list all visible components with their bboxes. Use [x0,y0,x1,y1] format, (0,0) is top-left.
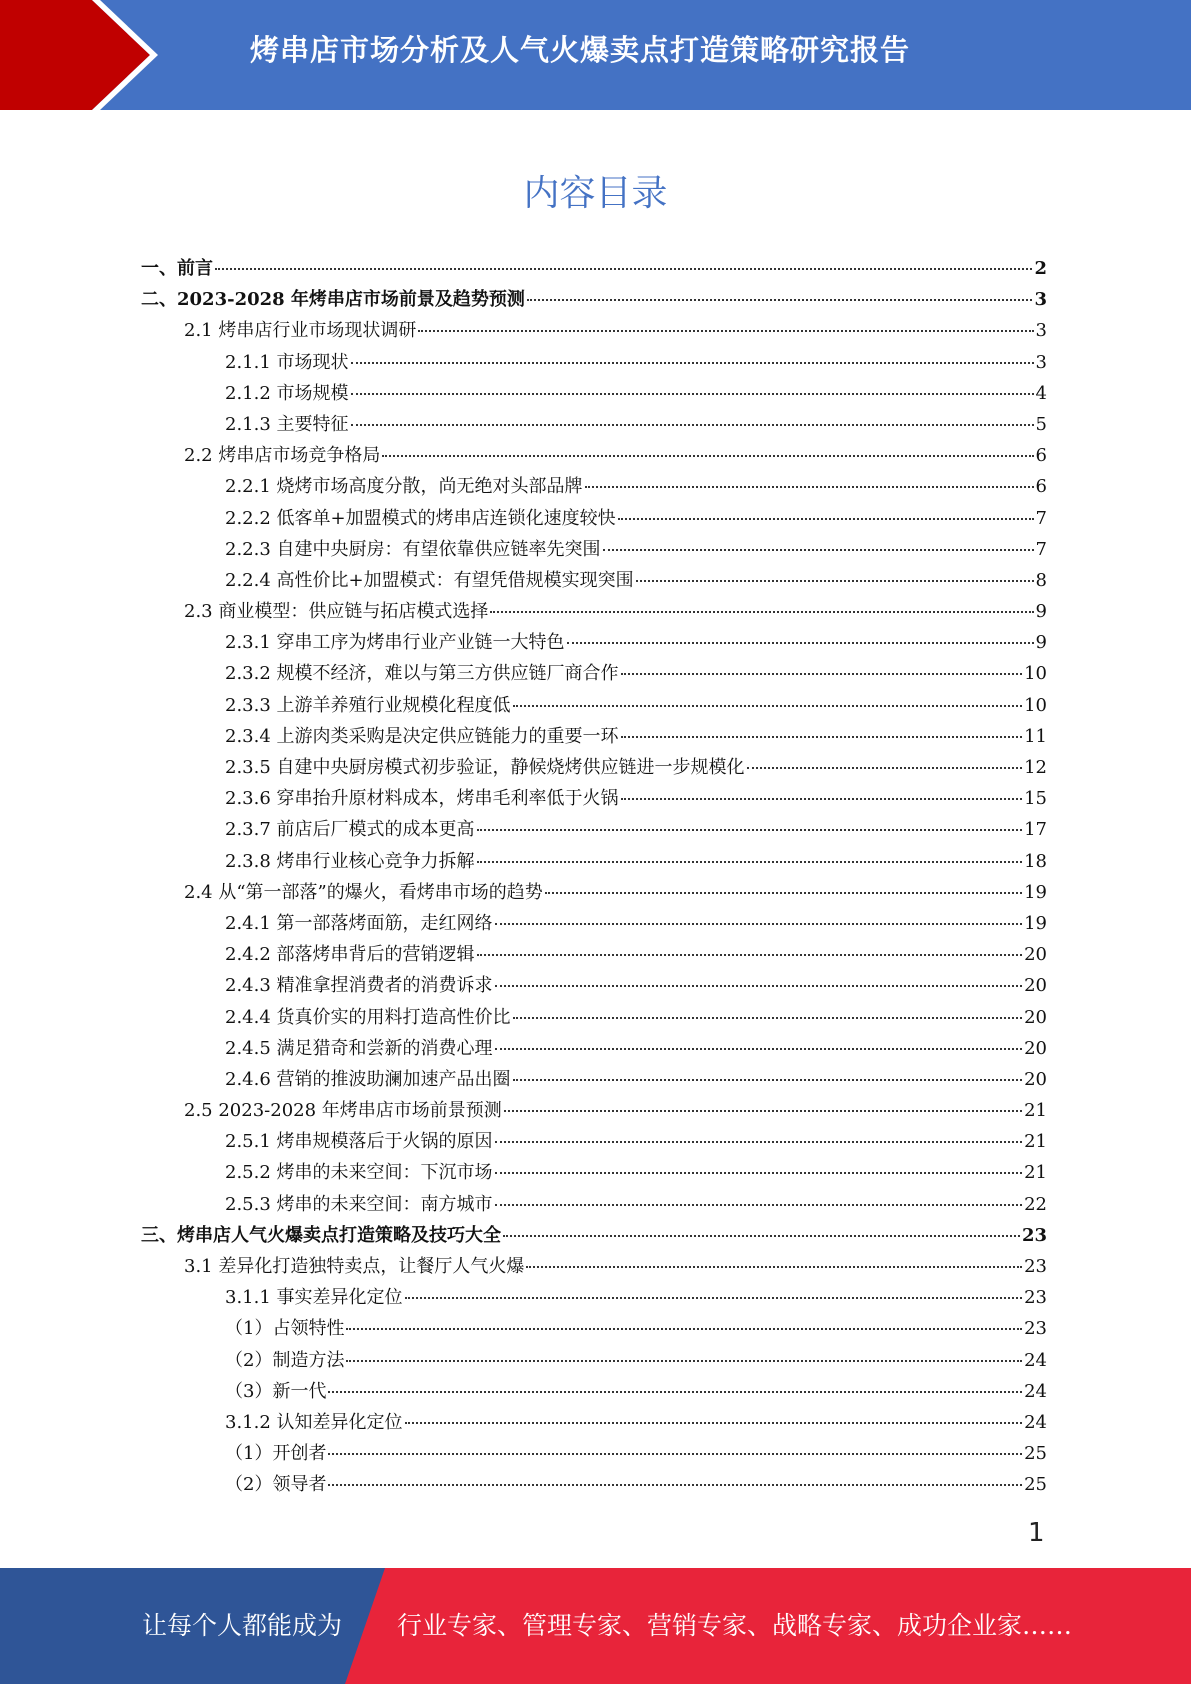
toc-entry[interactable] [141,504,1047,535]
toc-entry-label: 2.4.6 营销的推波助澜加速产品出圈 [225,1068,511,1090]
toc-dot-leader [495,985,1023,987]
toc-entry-page: 15 [1024,788,1047,810]
toc-entry-page: 23 [1024,1318,1047,1340]
toc-entry[interactable] [141,254,1047,285]
toc-entry-label: 2.1.2 市场规模 [225,382,349,404]
toc-dot-leader [495,1204,1023,1206]
toc-entry[interactable] [141,1096,1047,1127]
toc-entry[interactable] [141,753,1047,784]
toc-dot-leader [328,1391,1022,1393]
toc-dot-leader [351,393,1034,395]
toc-entry-label: 2.5.3 烤串的未来空间：南方城市 [225,1193,493,1215]
toc-dot-leader [495,1048,1023,1050]
toc-entry-page: 25 [1024,1443,1047,1465]
toc-dot-leader [526,1266,1022,1268]
toc-entry[interactable] [141,1408,1047,1439]
toc-entry-page: 3 [1035,320,1047,342]
toc-entry[interactable] [141,1470,1047,1501]
toc-dot-leader [346,1328,1022,1330]
toc-entry-page: 11 [1024,725,1047,747]
toc-entry[interactable] [141,940,1047,971]
toc-entry-label: 三、烤串店人气火爆卖点打造策略及技巧大全 [141,1224,501,1246]
toc-entry-page: 20 [1024,1006,1047,1028]
toc-dot-leader [603,549,1034,551]
toc-entry[interactable] [141,1221,1047,1252]
footer-slogan-left: 让每个人都能成为 [142,1611,343,1640]
footer-slogan-right: 行业专家、管理专家、营销专家、战略专家、成功企业家…… [397,1611,1073,1640]
toc-heading: 内容目录 [523,173,668,214]
report-title: 烤串店市场分析及人气火爆卖点打造策略研究报告 [250,33,911,67]
toc-entry-label: （1）占领特性 [225,1318,345,1340]
toc-entry-page: 6 [1035,445,1047,467]
toc-entry-label: 2.3.3 上游羊养殖行业规模化程度低 [225,694,511,716]
toc-entry-label: （2）制造方法 [225,1349,345,1371]
toc-entry-label: 2.2 烤串店市场竞争格局 [184,445,381,467]
toc-dot-leader [513,1017,1023,1019]
toc-entry-label: 2.3.2 规模不经济，难以与第三方供应链厂商合作 [225,663,619,685]
toc-entry-page: 9 [1035,632,1047,654]
toc-entry-page: 23 [1021,1224,1047,1246]
toc-entry[interactable] [141,971,1047,1002]
toc-entry-page: 10 [1024,694,1047,716]
toc-entry-page: 4 [1035,382,1047,404]
toc-entry-label: 2.2.1 烧烤市场高度分散，尚无绝对头部品牌 [225,476,583,498]
toc-entry-page: 24 [1024,1411,1047,1433]
toc-entry-page: 24 [1024,1380,1047,1402]
toc-dot-leader [513,705,1023,707]
toc-dot-leader [351,362,1034,364]
toc-entry[interactable] [141,909,1047,940]
toc-dot-leader [545,892,1022,894]
toc-entry[interactable] [141,379,1047,410]
toc-entry-page: 20 [1024,944,1047,966]
toc-entry-label: 2.4.2 部落烤串背后的营销逻辑 [225,944,475,966]
toc-entry[interactable] [141,722,1047,753]
toc-entry-label: （1）开创者 [225,1443,327,1465]
toc-entry[interactable] [141,1127,1047,1158]
toc-entry-page: 17 [1024,819,1047,841]
toc-entry-page: 21 [1024,1131,1047,1153]
toc-entry-page: 19 [1024,881,1047,903]
toc-entry-page: 25 [1024,1474,1047,1496]
table-of-contents [141,254,1047,1502]
toc-entry-label: 2.4.1 第一部落烤面筋，走红网络 [225,912,493,934]
toc-entry[interactable] [141,878,1047,909]
toc-entry-page: 9 [1035,601,1047,623]
toc-entry[interactable] [141,1003,1047,1034]
toc-dot-leader [495,1172,1023,1174]
toc-entry-page: 21 [1024,1162,1047,1184]
toc-entry[interactable] [141,597,1047,628]
toc-entry-label: 2.5.1 烤串规模落后于火锅的原因 [225,1131,493,1153]
toc-entry-page: 24 [1024,1349,1047,1371]
toc-entry[interactable] [141,1314,1047,1345]
toc-entry-page: 20 [1024,1037,1047,1059]
toc-dot-leader [621,673,1023,675]
toc-dot-leader [618,518,1034,520]
toc-entry-label: 2.1.3 主要特征 [225,413,349,435]
toc-entry[interactable] [141,1283,1047,1314]
toc-entry[interactable] [141,847,1047,878]
toc-dot-leader [504,1110,1022,1112]
toc-entry-page: 6 [1035,476,1047,498]
toc-entry-label: 2.3.7 前店后厂模式的成本更高 [225,819,475,841]
toc-entry-label: 2.1 烤串店行业市场现状调研 [184,320,417,342]
page-number: 1 [1028,1518,1045,1548]
toc-entry-label: 2.4.5 满足猎奇和尝新的消费心理 [225,1037,493,1059]
toc-entry-label: （3）新一代 [225,1380,327,1402]
toc-entry-page: 3 [1035,351,1047,373]
toc-dot-leader [418,330,1033,332]
toc-dot-leader [495,1141,1023,1143]
toc-entry-page: 7 [1035,538,1047,560]
toc-dot-leader [346,1360,1022,1362]
toc-dot-leader [477,861,1023,863]
toc-entry[interactable] [141,316,1047,347]
toc-entry[interactable] [141,815,1047,846]
toc-entry-label: 3.1.1 事实差异化定位 [225,1287,403,1309]
toc-entry-page: 22 [1024,1193,1047,1215]
toc-entry-label: 2.3.8 烤串行业核心竞争力拆解 [225,850,475,872]
toc-entry-page: 21 [1024,1100,1047,1122]
toc-dot-leader [328,1484,1022,1486]
toc-entry[interactable] [141,628,1047,659]
toc-entry[interactable] [141,285,1047,316]
toc-entry[interactable] [141,784,1047,815]
toc-entry[interactable] [141,566,1047,597]
toc-entry-label: 2.3.6 穿串抬升原材料成本，烤串毛利率低于火锅 [225,788,619,810]
toc-dot-leader [490,611,1033,613]
toc-entry-label: 3.1.2 认知差异化定位 [225,1411,403,1433]
toc-entry-label: 一、前言 [141,258,213,279]
toc-entry-page: 20 [1024,1068,1047,1090]
toc-entry[interactable] [141,472,1047,503]
toc-entry[interactable] [141,441,1047,472]
toc-entry-page: 5 [1035,413,1047,435]
toc-entry[interactable] [141,1065,1047,1096]
footer-banner [0,1568,1191,1684]
toc-entry[interactable] [141,1346,1047,1377]
toc-entry[interactable] [141,410,1047,441]
toc-entry-page: 7 [1035,507,1047,529]
toc-dot-leader [513,1079,1023,1081]
toc-entry[interactable] [141,348,1047,379]
toc-entry-label: 2.3.1 穿串工序为烤串行业产业链一大特色 [225,632,565,654]
toc-entry[interactable] [141,1190,1047,1221]
toc-entry[interactable] [141,1034,1047,1065]
toc-entry-page: 19 [1024,912,1047,934]
toc-entry-label: 2.3.4 上游肉类采购是决定供应链能力的重要一环 [225,725,619,747]
toc-dot-leader [477,954,1023,956]
toc-dot-leader [503,1235,1020,1237]
toc-dot-leader [585,486,1034,488]
toc-dot-leader [527,299,1033,301]
toc-entry-page: 23 [1024,1287,1047,1309]
toc-dot-leader [567,642,1034,644]
toc-dot-leader [351,424,1034,426]
toc-entry-label: 二、2023-2028 年烤串店市场前景及趋势预测 [141,289,525,311]
toc-entry-page: 3 [1034,289,1047,311]
toc-dot-leader [328,1453,1022,1455]
toc-entry-label: 2.2.3 自建中央厨房：有望依靠供应链率先突围 [225,538,601,560]
toc-entry-page: 12 [1024,757,1047,778]
toc-entry-page: 23 [1024,1256,1047,1277]
toc-dot-leader [405,1297,1023,1299]
toc-entry[interactable] [141,1252,1047,1283]
toc-entry[interactable] [141,1377,1047,1408]
toc-entry-page: 10 [1024,663,1047,685]
toc-entry-label: 2.4.4 货真价实的用料打造高性价比 [225,1006,511,1028]
toc-dot-leader [747,767,1023,769]
toc-entry-page: 18 [1024,850,1047,872]
toc-entry-label: 2.4.3 精准拿捏消费者的消费诉求 [225,975,493,997]
toc-entry-label: 3.1 差异化打造独特卖点，让餐厅人气火爆 [184,1256,525,1277]
toc-entry-label: 2.3 商业模型：供应链与拓店模式选择 [184,601,489,623]
toc-entry-page: 2 [1034,258,1047,279]
toc-entry[interactable] [141,1158,1047,1189]
toc-entry-label: 2.2.4 高性价比+加盟模式：有望凭借规模实现突围 [225,569,634,591]
toc-entry[interactable] [141,659,1047,690]
toc-entry-page: 20 [1024,975,1047,997]
toc-entry-label: 2.5.2 烤串的未来空间：下沉市场 [225,1162,493,1184]
toc-entry-label: 2.5 2023-2028 年烤串店市场前景预测 [184,1100,502,1122]
toc-dot-leader [405,1422,1023,1424]
header-banner [0,0,1191,110]
toc-dot-leader [382,455,1033,457]
toc-dot-leader [636,580,1034,582]
toc-entry-label: 2.4 从“第一部落”的爆火，看烤串市场的趋势 [184,881,543,903]
toc-dot-leader [621,798,1023,800]
toc-entry[interactable] [141,535,1047,566]
toc-dot-leader [477,829,1023,831]
toc-dot-leader [621,736,1023,738]
toc-dot-leader [495,923,1023,925]
toc-entry-page: 8 [1035,569,1047,591]
toc-entry-label: 2.3.5 自建中央厨房模式初步验证，静候烧烤供应链进一步规模化 [225,757,745,778]
toc-entry-label: 2.1.1 市场现状 [225,351,349,373]
toc-dot-leader [215,268,1032,270]
toc-entry-label: 2.2.2 低客单+加盟模式的烤串店连锁化速度较快 [225,507,616,529]
toc-entry[interactable] [141,691,1047,722]
toc-entry[interactable] [141,1439,1047,1470]
toc-entry-label: （2）领导者 [225,1474,327,1496]
